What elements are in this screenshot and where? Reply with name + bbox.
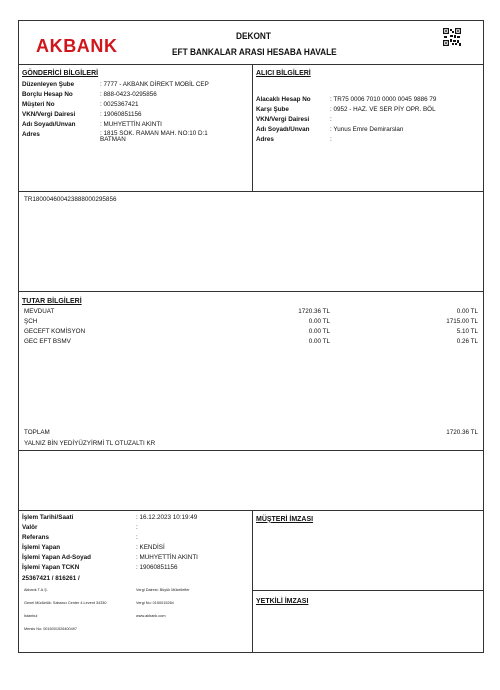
txn-value-performer-name: : MUHYETTİN AKINTI — [136, 554, 198, 561]
amount-row-label: MEVDUAT — [24, 308, 55, 315]
sender-value-customer-no: : 0025367421 — [100, 101, 139, 108]
divider-amounts-bottom — [18, 450, 484, 451]
receiver-label-address: Adres — [256, 136, 274, 143]
txn-label-tckn: İşlemi Yapan TCKN — [22, 564, 80, 571]
akbank-logo: AKBANK — [36, 36, 118, 56]
footer-website: www.akbank.com — [136, 614, 166, 618]
sender-label-tax: VKN/Vergi Dairesi — [22, 111, 76, 118]
txn-label-valor: Valör — [22, 524, 38, 531]
txn-label-performer-name: İşlemi Yapan Ad-Soyad — [22, 554, 91, 561]
total-label: TOPLAM — [24, 429, 50, 436]
total-value: 1720.36 TL — [446, 429, 478, 436]
sender-value-address: : 1815 SOK. RAMAN MAH. NO:10 D:1 BATMAN — [100, 130, 208, 144]
sender-value-account: : 888-0423-0295856 — [100, 91, 157, 98]
sender-label-branch: Düzenleyen Şube — [22, 81, 75, 88]
sender-value-name: : MUHYETTİN AKINTI — [100, 121, 162, 128]
receiver-value-tax: : — [330, 116, 332, 123]
footer-address: Genel Müdürlük: Sabancı Center 4.Levent 34330 — [24, 601, 107, 605]
sender-value-tax: : 19060851156 — [100, 111, 142, 118]
receiver-label-account: Alacaklı Hesap No — [256, 96, 311, 103]
txn-value-reference: : — [136, 534, 138, 541]
sender-value-branch: : 7777 - AKBANK DİREKT MOBİL CEP — [100, 81, 209, 88]
amount-row-col2: 0.26 TL — [456, 338, 478, 345]
receiver-value-branch: : 0952 - HAZ. VE SER PİY OPR. BÖL — [330, 106, 436, 113]
divider-transaction-top — [18, 510, 484, 511]
txn-value-datetime: : 16.12.2023 10:19:49 — [136, 514, 198, 521]
divider-header — [18, 64, 484, 65]
txn-value-tckn: : 19060851156 — [136, 564, 178, 571]
divider-signatures — [252, 510, 253, 653]
txn-label-performer: İşlemi Yapan — [22, 544, 61, 551]
amount-row-col1: 0.00 TL — [308, 338, 330, 345]
receiver-label-name: Adı Soyadı/Unvan — [256, 126, 310, 133]
receiver-label-branch: Karşı Şube — [256, 106, 289, 113]
amount-row-col2: 0.00 TL — [456, 308, 478, 315]
footer-company: Akbank T.A.Ş. — [24, 588, 48, 592]
txn-label-datetime: İşlem Tarihi/Saati — [22, 514, 74, 521]
transfer-description: TR180004600423888000295856 — [24, 196, 117, 203]
authorized-signature-title: YETKİLİ İMZASI — [256, 596, 309, 605]
sender-label-address: Adres — [22, 131, 40, 138]
amount-row-label: GECEFT KOMİSYON — [24, 328, 86, 335]
txn-value-performer: : KENDİSİ — [136, 544, 165, 551]
amount-row-col1: 0.00 TL — [308, 328, 330, 335]
divider-parties — [252, 64, 253, 191]
document-subtitle: EFT BANKALAR ARASI HESABA HAVALE — [172, 47, 337, 57]
txn-value-valor: : — [136, 524, 138, 531]
divider-signature-inner — [252, 590, 484, 591]
amount-row-col2: 1715.00 TL — [446, 318, 478, 325]
footer-tax-no: Vergi No: 0150015264 — [136, 601, 174, 605]
receiver-value-name: : Yunus Emre Demirarslan — [330, 126, 404, 133]
footer-city: İstanbul — [24, 614, 38, 618]
divider-description-bottom — [18, 291, 484, 292]
footer-mersis: Mersis No: 0015001526400497 — [24, 627, 77, 631]
document-title: DEKONT — [236, 31, 271, 41]
receiver-value-account: : TR75 0006 7010 0000 0045 9886 79 — [330, 96, 437, 103]
sender-label-account: Borçlu Hesap No — [22, 91, 73, 98]
amount-row-label: GEC EFT BSMV — [24, 338, 71, 345]
amounts-section-title: TUTAR BİLGİLERİ — [22, 296, 82, 305]
sender-label-name: Adı Soyadı/Unvan — [22, 121, 76, 128]
receiver-value-address: : — [330, 136, 332, 143]
sender-label-customer-no: Müşteri No — [22, 101, 55, 108]
amount-in-words: YALNIZ BİN YEDİYÜZYİRMİ TL OTUZALTI KR — [24, 440, 156, 447]
receiver-section-title: ALICI BİLGİLERİ — [256, 68, 311, 77]
customer-signature-title: MÜŞTERİ İMZASI — [256, 514, 314, 523]
footer-tax-office: Vergi Dairesi: Büyük Mükellefler — [136, 588, 190, 592]
receiver-label-tax: VKN/Vergi Dairesi — [256, 116, 310, 123]
txn-ref-code: 25367421 / 816261 / — [22, 575, 80, 582]
divider-parties-bottom — [18, 191, 484, 192]
sender-section-title: GÖNDERİCİ BİLGİLERİ — [22, 68, 99, 77]
amount-row-label: ŞCH — [24, 318, 38, 325]
amount-row-col1: 1720.36 TL — [298, 308, 330, 315]
amount-row-col1: 0.00 TL — [308, 318, 330, 325]
amount-row-col2: 5.10 TL — [456, 328, 478, 335]
qr-code-icon — [443, 28, 461, 46]
txn-label-reference: Referans — [22, 534, 49, 541]
